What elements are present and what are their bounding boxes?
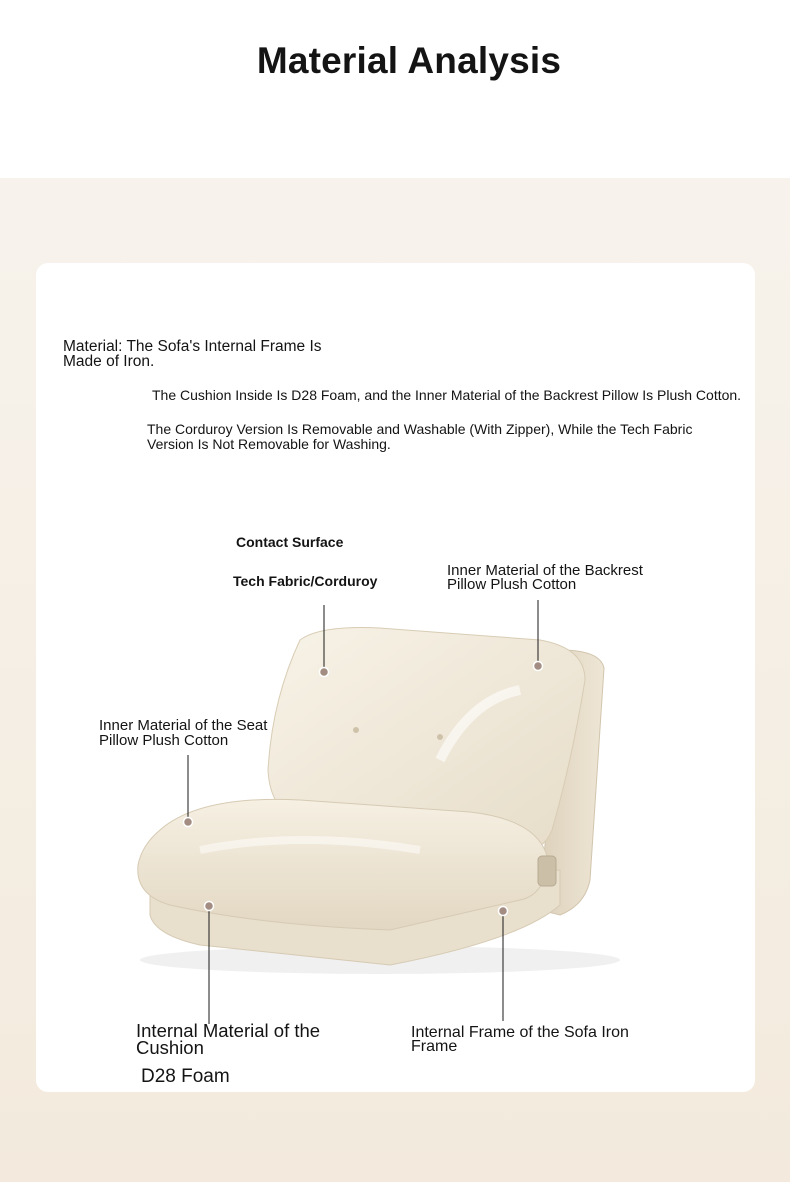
internal-cushion-marker [205,902,214,911]
tech-fabric-label: Tech Fabric/Corduroy [233,573,378,589]
button-tuft [437,734,443,740]
internal-frame-marker [499,907,508,916]
seat-pillow-marker [184,818,193,827]
hinge-detail [538,856,556,886]
corduroy-description: The Corduroy Version Is Removable and Washable (With Zipper), While the Tech Fabric Version Is Not Removable for Washing. [147,421,693,452]
d28-foam-label: D28 Foam [141,1066,230,1087]
backrest-pillow-marker [534,662,543,671]
cushion-description: The Cushion Inside Is D28 Foam, and the Inner Material of the Backrest Pillow Is Plush Cotton. [152,387,742,403]
button-tuft [353,727,359,733]
material-description: Material: The Sofa's Internal Frame Is Made of Iron. [63,338,322,370]
backrest-pillow-label: Inner Material of the Backrest Pillow Plush Cotton [447,562,643,593]
internal-cushion-label: Internal Material of the Cushion [136,1020,321,1058]
internal-frame-label: Internal Frame of the Sofa Iron Frame [411,1024,629,1055]
seat-pillow-label: Inner Material of the Seat Pillow Plush Cotton [99,717,268,749]
contact-surface-label: Contact Surface [236,534,344,550]
contact-surface-marker [320,668,329,677]
page-title: Material Analysis [256,40,562,81]
